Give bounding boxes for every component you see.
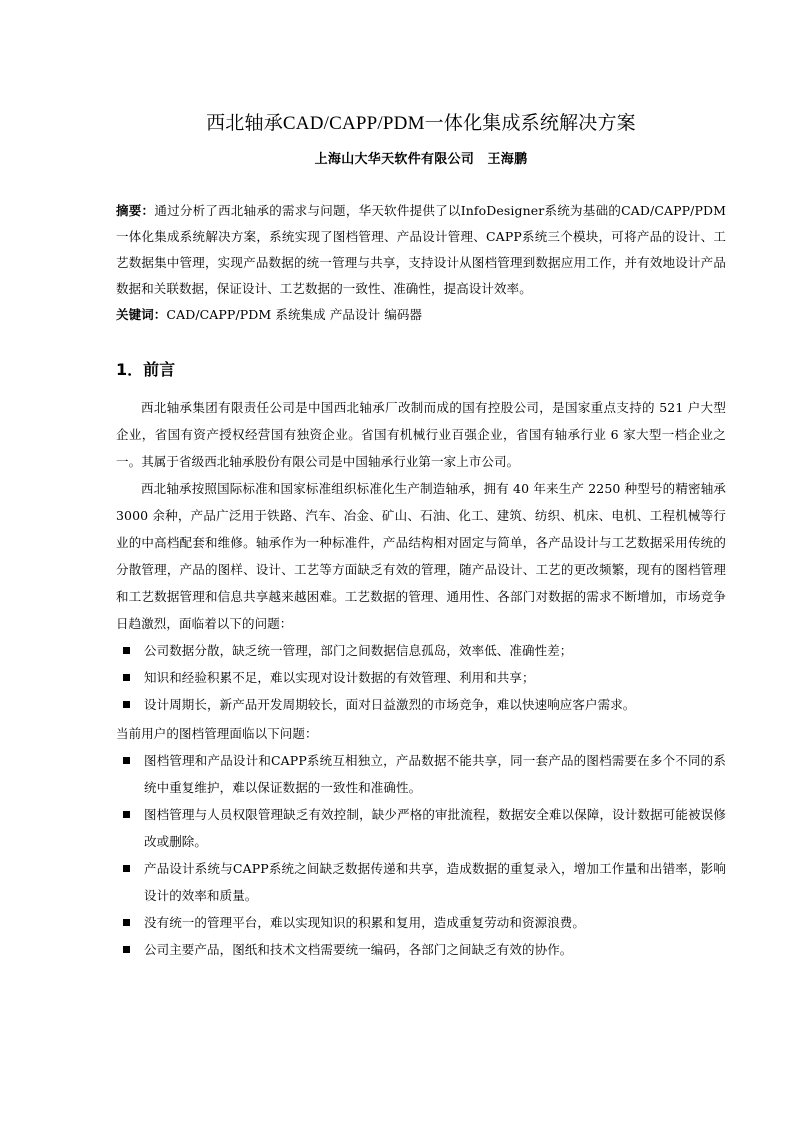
bullet-square-icon [123, 701, 130, 708]
paragraph-lead: 当前用户的图档管理面临以下问题： [116, 726, 318, 741]
list-item: 知识和经验积累不足，难以实现对设计数据的有效管理、利用和共享； [116, 664, 726, 691]
abstract [116, 198, 726, 302]
document-page [116, 110, 726, 963]
paragraph-2: 西北轴承按照国际标准和国家标准组织标准化生产制造轴承，拥有 40 年来生产 2250 种型号的精密轴承 3000 余种，产品广泛用于铁路、汽车、冶金、矿山、石油、化工、建筑、纺织、机床、电机、工程机械等行业的中高档配套和维修。轴承作为一种标准件，产品结构相对固定与简单，各产品设计与工艺数据采用传统的分散管理，产品的图样、设计、工艺等方面缺乏有效的管理，随产品设计、工艺的更改频繁，现有的图档管理和工艺数据管理和信息共享越来越困难。工艺数据的管理、通用性、各部门对数据的需求不断增加，市场竞争日趋激烈，面临着以下的问题： [116, 481, 726, 631]
bullet-square-icon [123, 647, 130, 654]
list-item: 设计周期长，新产品开发周期较长，面对日益激烈的市场竞争，难以快速响应客户需求。 [116, 691, 726, 718]
bullet-square-icon [123, 865, 130, 872]
bullet-square-icon [123, 757, 130, 764]
document-title: 西北轴承CAD/CAPP/PDM一体化集成系统解决方案 [206, 113, 636, 134]
problem-list [116, 637, 726, 718]
bullet-square-icon [123, 919, 130, 926]
paragraph-1: 西北轴承集团有限责任公司是中国西北轴承厂改制而成的国有控股公司，是国家重点支持的 521 户大型企业，省国有资产授权经营国有独资企业。省国有机械行业百强企业，省国有轴承行业 6 家大型一档企业之一。其属于省级西北轴承股份有限公司是中国轴承行业第一家上市公司。 [116, 400, 726, 469]
issue-list [116, 747, 726, 963]
abstract-text: 通过分析了西北轴承的需求与问题，华天软件提供了以InfoDesigner系统为基础的CAD/CAPP/PDM一体化集成系统解决方案，系统实现了图档管理、产品设计管理、CAPP系统三个模块，可将产品的设计、工艺数据集中管理，实现产品数据的统一管理与共享，支持设计从图档管理到数据应用工作，并有效地设计产品数据和关联数据，保证设计、工艺数据的一致性、准确性，提高设计效率。 [116, 203, 726, 296]
bullet-square-icon [123, 811, 130, 818]
list-item: 公司数据分散，缺乏统一管理，部门之间数据信息孤岛，效率低、准确性差； [116, 637, 726, 664]
section-heading: 1．前言 [116, 360, 176, 379]
list-item: 图档管理和产品设计和CAPP系统互相独立，产品数据不能共享，同一套产品的图档需要在多个不同的系统中重复维护，难以保证数据的一致性和准确性。 [116, 747, 726, 801]
abstract-label: 摘要： [116, 203, 155, 218]
list-item: 没有统一的管理平台，难以实现知识的积累和复用，造成重复劳动和资源浪费。 [116, 909, 726, 936]
author-byline: 上海山大华天软件有限公司 王海鹏 [314, 152, 528, 167]
list-item: 图档管理与人员权限管理缺乏有效控制，缺少严格的审批流程，数据安全难以保障，设计数据可能被误修改或删除。 [116, 801, 726, 855]
list-item: 公司主要产品，图纸和技术文档需要统一编码，各部门之间缺乏有效的协作。 [116, 936, 726, 963]
keywords-label: 关键词： [116, 307, 167, 322]
keywords-text: CAD/CAPP/PDM 系统集成 产品设计 编码器 [166, 307, 423, 322]
bullet-square-icon [123, 946, 130, 953]
list-item: 产品设计系统与CAPP系统之间缺乏数据传递和共享，造成数据的重复录入，增加工作量和出错率，影响设计的效率和质量。 [116, 855, 726, 909]
keywords [116, 302, 726, 328]
bullet-square-icon [123, 674, 130, 681]
